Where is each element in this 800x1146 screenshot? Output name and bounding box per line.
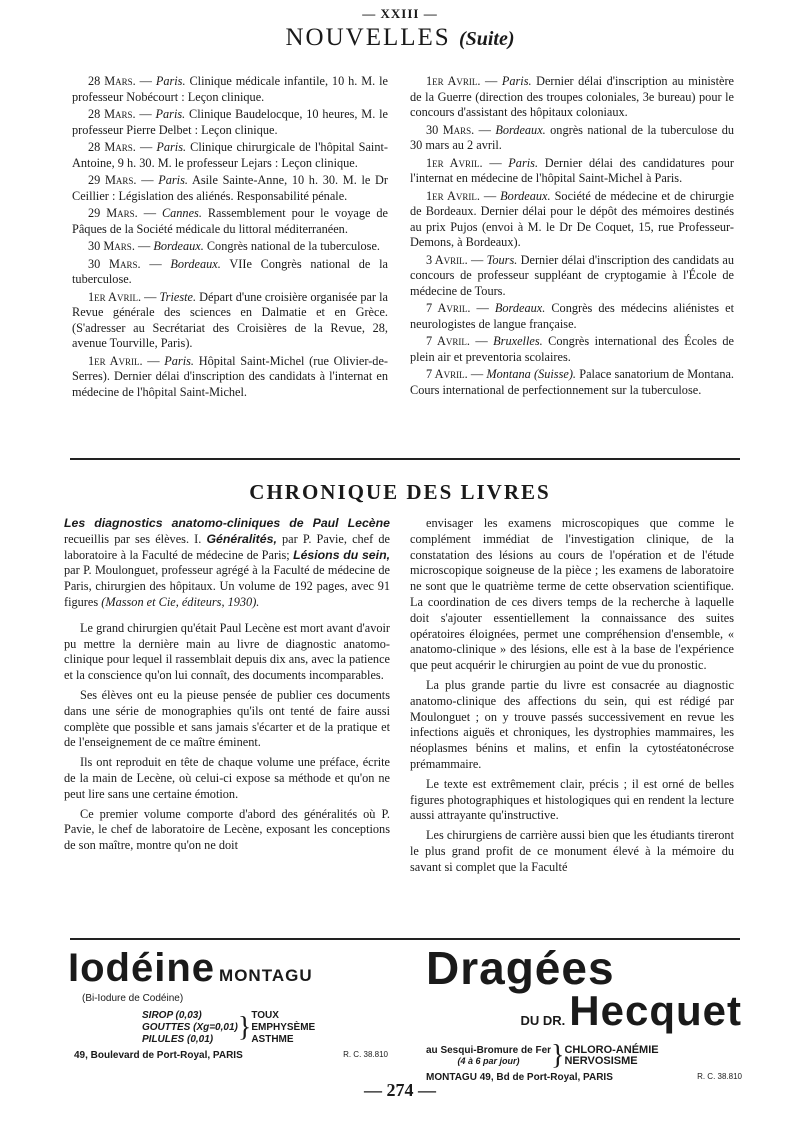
iodeine-subtitle: (Bi-Iodure de Codéine) [82,993,184,1004]
news-item: 1er Avril. — Paris. Dernier délai des candidatures pour l'internat en médecine de l'hôpital Saint-Michel à Paris. [410,155,734,185]
news-item: 1er Avril. — Trieste. Départ d'une croisière organisée par la Revue générale des sciences en Dalmatie et en Grèce. (S'adresser au Secrétariat des Croisières de la Revue, 28, avenue Tourville, Paris). [72,289,388,350]
news-item: 28 Mars. — Paris. Clinique médicale infantile, 10 h. M. le professeur Nobécourt : Leçon clinique. [72,74,389,104]
section-divider [70,458,740,460]
iodeine-brand: Iodéine [68,946,216,990]
brace-icon: } [551,1040,565,1071]
review-paragraph: Les chirurgiens de carrière aussi bien que les étudiants tireront le plus grand profit de ce monument élevé à la mémoire du savant si complet que la Faculté [410,828,734,874]
brace-icon: } [237,1012,252,1043]
review-paragraph: La plus grande partie du livre est consacrée au diagnostic anatomo-clinique des affections du sein, qui est rédigé par Moulonguet ; on y trouve passés successivement en revue les infections aiguës et chroniques, les dystrophies mammaires, les néoplasmes bénins et malins, et enfin la cytostéatonécrose prémammaire. [410,677,734,771]
book-review-left-column [64,516,390,858]
iodeine-code: R. C. 38.810 [343,1050,388,1059]
review-paragraph: Ils ont reproduit en tête de chaque volume une préface, écrite de la main de Lecène, où celui-ci expose sa méthode et qu'on ne peut lire sans une certaine émotion. [64,755,390,801]
news-item: 7 Avril. — Montana (Suisse). Palace sanatorium de Montana. Cours international de perfectionnement sur la tuberculose. [410,367,735,397]
hecquet-code: R. C. 38.810 [697,1072,742,1081]
book-reference: Les diagnostics anatomo-cliniques de Paul Lecène recueillis par ses élèves. I. Généralités, par P. Pavie, chef de laboratoire à la Faculté de médecine de Paris; Lésions du sein, par P. Moulonguet, professeur agrégé à la Faculté de médecine de Paris, chirurgien des hôpitaux. Un volume de 192 pages, avec 91 figures (Masson et Cie, éditeurs, 1930). [64,516,390,609]
news-item: 7 Avril. — Bruxelles. Congrès international des Écoles de plein air et preventoria scolaires. [410,334,734,364]
hecquet-composition: au Sesqui-Bromure de Fer (4 à 6 par jour) [426,1045,552,1066]
iodeine-address: 49, Boulevard de Port-Royal, PARIS [74,1050,243,1061]
news-item: 1er Avril. — Paris. Hôpital Saint-Michel (rue Olivier-de-Serres). Dernier délai d'inscription des candidats à l'internat en médecine de l'hôpital Saint-Michel. [72,353,388,399]
news-item: 28 Mars. — Paris. Clinique Baudelocque, 10 heures, M. le professeur Pierre Delbet : Leçon clinique. [72,107,388,137]
review-paragraph: Le grand chirurgien qu'était Paul Lecène est mort avant d'avoir pu mettre la dernière main au livre de diagnostic anatomo-clinique pour lequel il rassemblait depuis dix ans, avec la patience et la conscience qu'on lui connaît, des documents incomparables. [64,620,390,683]
review-paragraph: Ce premier volume comporte d'abord des généralités où P. Pavie, le chef de laboratoire de Lecène, exposant les conceptions de son maître, montre qu'on ne doit [64,806,390,853]
news-item: 30 Mars. — Bordeaux. VIIe Congrès national de la tuberculose. [72,256,389,286]
hecquet-name: Hecquet [569,987,742,1034]
dragees-brand: Dragées [426,942,615,994]
news-left-column [72,74,388,402]
news-item: 29 Mars. — Cannes. Rassemblement pour le voyage de Pâques de la Société médicale du littoral méditerranéen. [72,206,388,236]
review-paragraph: envisager les examens microscopiques que comme le complément immédiat de l'investigation clinique, de la constatation des lésions au cours de l'opération et de l'étude microscopique soigneuse de la pièce ; les examens de laboratoire ne sont que le quatrième terme de cette observation scientifique. La coordination de ces divers temps de la recherche à laquelle doit s'ajouter essentiellement la connaissance des suites opératoires éloignées, permet une compréhension d'ensemble, « anatomo-clinique » des lésions, elle est à la base de l'expérience que peut acquérir le chirurgien au point de vue du pronostic. [410,516,734,673]
news-item: 30 Mars. — Bordeaux. ongrès national de la tuberculose du 30 mars au 2 avril. [410,122,734,152]
roman-page-number: — XXIII — [362,6,438,21]
news-right-column [410,74,734,400]
hecquet-uses: CHLORO-ANÉMIE NERVOSISME [564,1044,659,1067]
advert-hecquet [412,942,742,1083]
news-item: 1er Avril. — Paris. Dernier délai d'inscription au ministère de la Guerre (direction des troupes coloniales, 3e bureau) pour le concours d'assistant des hôpitaux coloniaux. [410,74,734,119]
page-number: — 274 — [364,1080,436,1100]
iodeine-maker: MONTAGU [219,966,313,985]
review-paragraph: Le texte est extrêmement clair, précis ; il est orné de belles figures photographiques et histologiques qui en rendent la lecture aussi attrayante qu'instructive. [410,776,734,823]
news-item: 30 Mars. — Bordeaux. Congrès national de la tuberculose. [88,239,380,253]
news-item: 3 Avril. — Tours. Dernier délai d'inscription des candidats au concours de professeur suppléant de cryptogamie à l'École de médecine de Tours. [410,252,735,298]
news-item: 29 Mars. — Paris. Asile Sainte-Anne, 10 h. 30. M. le Dr Ceillier : Législation des aliénés. Responsabilité pénale. [72,173,389,203]
hecquet-address: MONTAGU 49, Bd de Port-Royal, PARIS [426,1072,613,1083]
news-item: 1er Avril. — Bordeaux. Société de médecine et de chirurgie de Bordeaux. Dernier délai pour le dépôt des mémoires destinés au prix Pujos (envoi à M. le Dr De Coquet, 15, rue Professeur-Demons, à Bordeaux). [410,188,734,249]
review-paragraph: Ses élèves ont eu la pieuse pensée de publier ces documents dans une série de monographies qu'ils ont tenté de faire aussi complète que possible et sans jamais s'écarter et de la pratique et de l'enseignement de ce maître éminent. [64,687,390,750]
section-title-nouvelles: NOUVELLES (Suite) [285,24,515,51]
advert-iodeine [68,946,388,1078]
iodeine-uses: TOUX EMPHYSÈME ASTHME [251,1010,316,1045]
section-title-chronique: CHRONIQUE DES LIVRES [249,480,551,504]
news-item: 28 Mars. — Paris. Clinique chirurgicale de l'hôpital Saint-Antoine, 9 h. 30. M. le professeur Lejars : Leçon clinique. [72,140,389,170]
ad-divider [70,938,740,940]
hecquet-of: DU DR. [520,1013,566,1028]
iodeine-forms: SIROP (0,03) GOUTTES (Xg=0,01) PILULES (0,01) [142,1010,238,1045]
book-review-right-column [410,516,734,880]
news-item: 7 Avril. — Bordeaux. Congrès des médecins aliénistes et neurologistes de langue française. [410,301,734,331]
